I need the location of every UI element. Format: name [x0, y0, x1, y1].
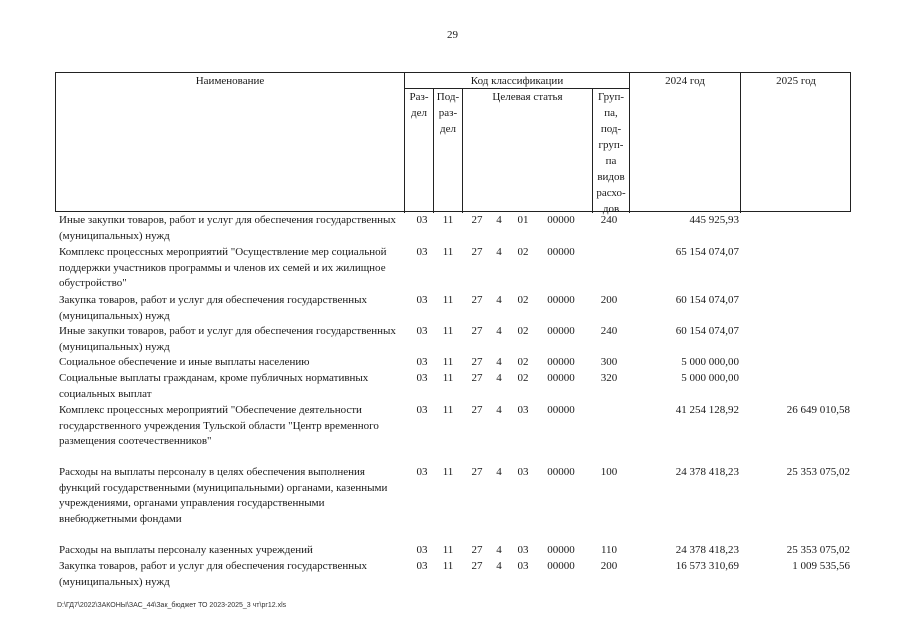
cell-expense-group: 240 [600, 214, 618, 226]
cell-amount-2024: 5 000 000,00 [681, 372, 739, 384]
cell-podrazdel: 11 [442, 544, 454, 556]
page-number: 29 [447, 29, 458, 41]
cell-target-subprogram: 03 [517, 560, 529, 572]
header-group: Груп- па, под- груп- па видов расхо- дов [596, 91, 626, 215]
cell-name: Комплекс процессных мероприятий "Осуществление мер социальной поддержки участников программы и членов их семей и их жилищное обустройство" [59, 246, 387, 289]
cell-target-type: 4 [496, 544, 502, 556]
cell-target-subprogram: 02 [517, 246, 529, 258]
header-podrazdel: Под- раз- дел [436, 91, 460, 135]
cell-name: Расходы на выплаты персоналу в целях обеспечения выполнения функций государственными (муниципальными) органами, казенными учреждениями, органами управления государственными внебюджетными фондами [59, 466, 388, 525]
cell-podrazdel: 11 [442, 214, 454, 226]
cell-expense-group: 240 [600, 325, 618, 337]
cell-target-type: 4 [496, 246, 502, 258]
cell-target-direction: 00000 [547, 404, 575, 416]
cell-amount-2024: 60 154 074,07 [675, 294, 739, 306]
cell-razdel: 03 [416, 294, 428, 306]
cell-target-direction: 00000 [547, 294, 575, 306]
cell-name: Закупка товаров, работ и услуг для обеспечения государственных (муниципальных) нужд [59, 294, 368, 322]
cell-name: Расходы на выплаты персоналу казенных учреждений [59, 544, 313, 556]
cell-expense-group: 200 [600, 560, 618, 572]
cell-target-program: 27 [471, 466, 483, 478]
cell-target-subprogram: 02 [517, 294, 529, 306]
cell-target-subprogram: 01 [517, 214, 529, 226]
cell-target-type: 4 [496, 356, 502, 368]
cell-expense-group: 100 [600, 466, 618, 478]
cell-target-direction: 00000 [547, 246, 575, 258]
cell-target-program: 27 [471, 246, 483, 258]
cell-target-program: 27 [471, 356, 483, 368]
header-year-2024: 2024 год [665, 75, 705, 87]
cell-razdel: 03 [416, 372, 428, 384]
cell-razdel: 03 [416, 214, 428, 226]
header-year-2025: 2025 год [776, 75, 816, 87]
cell-target-direction: 00000 [547, 356, 575, 368]
cell-target-subprogram: 02 [517, 325, 529, 337]
cell-expense-group: 110 [600, 544, 618, 556]
cell-name: Социальное обеспечение и иные выплаты населению [59, 356, 310, 368]
col-divider [462, 89, 463, 213]
cell-razdel: 03 [416, 325, 428, 337]
cell-name: Иные закупки товаров, работ и услуг для обеспечения государственных (муниципальных) нужд [59, 214, 396, 242]
cell-expense-group: 300 [600, 356, 618, 368]
cell-target-program: 27 [471, 325, 483, 337]
col-divider [629, 73, 630, 213]
cell-target-subprogram: 02 [517, 372, 529, 384]
cell-podrazdel: 11 [442, 246, 454, 258]
cell-target-direction: 00000 [547, 466, 575, 478]
cell-expense-group: 320 [600, 372, 618, 384]
cell-target-type: 4 [496, 560, 502, 572]
cell-target-direction: 00000 [547, 372, 575, 384]
cell-razdel: 03 [416, 466, 428, 478]
cell-amount-2025: 26 649 010,58 [786, 404, 850, 416]
col-divider [740, 73, 741, 213]
cell-amount-2024: 16 573 310,69 [675, 560, 739, 572]
cell-target-program: 27 [471, 294, 483, 306]
cell-target-type: 4 [496, 404, 502, 416]
cell-target-program: 27 [471, 404, 483, 416]
header-target: Целевая статья [492, 91, 563, 103]
cell-name: Комплекс процессных мероприятий "Обеспечение деятельности государственного учреждения Тульской области "Центр временного размещения соотечественников" [59, 404, 379, 447]
cell-razdel: 03 [416, 356, 428, 368]
cell-amount-2025: 1 009 535,56 [792, 560, 850, 572]
cell-podrazdel: 11 [442, 356, 454, 368]
cell-amount-2024: 24 378 418,23 [675, 466, 739, 478]
cell-target-type: 4 [496, 466, 502, 478]
cell-target-direction: 00000 [547, 544, 575, 556]
cell-amount-2025: 25 353 075,02 [786, 544, 850, 556]
cell-podrazdel: 11 [442, 560, 454, 572]
cell-target-type: 4 [496, 325, 502, 337]
cell-razdel: 03 [416, 544, 428, 556]
cell-name: Иные закупки товаров, работ и услуг для обеспечения государственных (муниципальных) нужд [59, 325, 396, 353]
cell-target-program: 27 [471, 560, 483, 572]
cell-podrazdel: 11 [442, 466, 454, 478]
cell-target-direction: 00000 [547, 214, 575, 226]
cell-name: Закупка товаров, работ и услуг для обеспечения государственных (муниципальных) нужд [59, 560, 368, 588]
cell-amount-2024: 60 154 074,07 [675, 325, 739, 337]
cell-target-direction: 00000 [547, 325, 575, 337]
cell-target-program: 27 [471, 214, 483, 226]
cell-target-program: 27 [471, 544, 483, 556]
cell-podrazdel: 11 [442, 372, 454, 384]
cell-amount-2024: 65 154 074,07 [675, 246, 739, 258]
cell-target-program: 27 [471, 372, 483, 384]
cell-podrazdel: 11 [442, 325, 454, 337]
table-header [55, 72, 851, 215]
cell-amount-2024: 24 378 418,23 [675, 544, 739, 556]
cell-amount-2025: 25 353 075,02 [786, 466, 850, 478]
cell-name: Социальные выплаты гражданам, кроме публичных нормативных социальных выплат [59, 372, 369, 400]
header-code: Код классификации [470, 75, 564, 87]
file-path-footer: D:\ГД7\2022\ЗАКОНЫ\ЗАС_44\Зак_бюджет ТО 2023-2025_3 чт\рг12.xls [57, 602, 287, 609]
cell-target-subprogram: 03 [517, 404, 529, 416]
cell-target-type: 4 [496, 372, 502, 384]
cell-target-subprogram: 02 [517, 356, 529, 368]
cell-amount-2024: 5 000 000,00 [681, 356, 739, 368]
cell-target-type: 4 [496, 294, 502, 306]
header-razdel: Раз- дел [409, 91, 429, 119]
cell-amount-2024: 41 254 128,92 [675, 404, 739, 416]
cell-razdel: 03 [416, 560, 428, 572]
cell-target-direction: 00000 [547, 560, 575, 572]
cell-amount-2024: 445 925,93 [689, 214, 739, 226]
header-name: Наименование [195, 75, 265, 87]
cell-target-subprogram: 03 [517, 466, 529, 478]
cell-razdel: 03 [416, 404, 428, 416]
cell-razdel: 03 [416, 246, 428, 258]
cell-target-type: 4 [496, 214, 502, 226]
cell-podrazdel: 11 [442, 294, 454, 306]
cell-target-subprogram: 03 [517, 544, 529, 556]
cell-expense-group: 200 [600, 294, 618, 306]
cell-podrazdel: 11 [442, 404, 454, 416]
